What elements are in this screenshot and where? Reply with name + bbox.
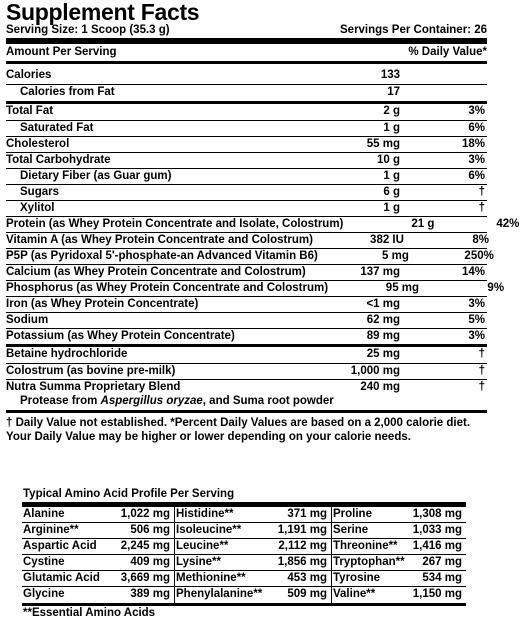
amino-value: 2,112 mg [278,540,327,552]
divider [6,61,487,64]
amino-table [22,507,466,603]
nutrient-daily-value: 5% [468,314,485,326]
amino-title: Typical Amino Acid Profile Per Serving [23,488,235,500]
amino-name: Proline [333,508,372,520]
nutrient-daily-value: 6% [468,170,485,182]
calories-group [6,68,487,100]
nutrient-daily-value: 250% [464,250,494,262]
panel-title: Supplement Facts [6,0,200,25]
amino-name: Valine** [333,588,376,600]
daily-value-label: % Daily Value* [408,46,487,58]
amino-name: Isoleucine** [176,524,242,536]
amino-row [332,587,466,603]
nutrient-amount: <1 mg [366,298,400,310]
amino-column [332,507,466,603]
nutrient-name: Sugars [20,186,59,198]
amino-value: 389 mg [130,588,170,600]
nutrient-name: Potassium (as Whey Protein Concentrate) [6,330,235,342]
nutrient-row [6,200,487,216]
amino-row [332,539,466,555]
nutrient-row [6,264,487,280]
nutrient-row [6,84,487,100]
servings-per-container: Servings Per Container: 26 [340,24,487,36]
nutrient-daily-value: 3% [468,154,485,166]
amino-name: Serine [333,524,369,536]
nutrient-name: Protein (as Whey Protein Concentrate and Isolate, Colostrum) [6,218,344,230]
footnotes [6,416,487,444]
nutrients-group [6,104,520,344]
amino-name: Leucine** [176,540,229,552]
nutrient-daily-value: 8% [472,234,489,246]
amino-value: 3,669 mg [120,572,170,584]
amino-value: 1,150 mg [412,588,462,600]
nutrient-row [6,120,487,136]
nutrient-name: Total Fat [6,105,54,117]
nutrient-name: Total Carbohydrate [6,154,111,166]
amino-row [22,555,174,571]
nutrient-row [6,363,487,379]
amino-name: Methionine** [176,572,246,584]
nutrient-row [6,248,494,264]
amino-row [332,507,466,523]
nutrient-name: Saturated Fat [20,122,94,134]
nutrient-amount: 5 mg [382,250,409,262]
nutrient-name: Calcium (as Whey Protein Concentrate and Colostrum) [6,266,306,278]
nutrient-row [6,104,487,120]
amino-name: Lysine** [176,556,221,568]
amino-row [175,507,331,523]
serving-info [6,24,487,37]
amino-name: Phenylalanine** [176,588,263,600]
amino-value: 1,308 mg [412,508,462,520]
nutrient-row [6,216,520,232]
nutrient-amount: 1 g [383,122,400,134]
nutrient-name: P5P (as Pyridoxal 5'-phosphate-an Advanced Vitamin B6) [6,250,318,262]
amino-name: Tryptophan** [333,556,405,568]
nutrient-amount: 21 g [411,218,435,230]
nutrient-daily-value: † [478,348,485,360]
nutrient-amount: 25 mg [366,348,400,360]
blend-organism: Aspergillus oryzae [100,395,203,407]
divider [6,410,487,413]
footnote-2: Your Daily Value may be higher or lower depending on your calorie needs. [6,431,411,443]
nutrient-daily-value: 9% [487,282,505,294]
nutrient-amount: 1 g [383,202,400,214]
nutrient-name: Dietary Fiber (as Guar gum) [20,170,172,182]
amino-row [175,587,331,603]
amino-value: 1,191 mg [277,524,327,536]
amino-row [175,571,331,587]
nutrient-daily-value: 6% [468,122,485,134]
amino-row [332,523,466,539]
amino-value: 409 mg [130,556,170,568]
nutrient-row [6,232,487,248]
nutrient-row [6,328,487,344]
nutrient-row [6,347,487,363]
amino-column [22,507,175,603]
nutrient-row [6,296,487,312]
nutrient-amount: 137 mg [360,266,400,278]
amino-name: Cystine [23,556,65,568]
nutrient-amount: 17 [387,86,400,98]
nutrient-name: Phosphorus (as Whey Protein Concentrate and Colostrum) [6,282,329,294]
amino-name: Histidine** [176,508,234,520]
nutrient-amount: 133 [380,69,400,81]
nutrient-amount: 1,000 mg [350,365,400,377]
amino-column [175,507,332,603]
nutrient-row [6,280,505,296]
blend-prefix: Protease from [20,395,101,407]
nutrient-daily-value: 14% [461,266,485,278]
amino-value: 371 mg [287,508,327,520]
amino-name: Arginine** [23,524,79,536]
nutrient-name: Colostrum (as bovine pre-milk) [6,365,176,377]
amino-name: Alanine [23,508,65,520]
nutrient-row [6,136,487,152]
nutrient-daily-value: 3% [468,330,485,342]
nutrient-daily-value: 42% [496,218,520,230]
amino-name: Tyrosine [333,572,381,584]
nutrient-amount: 6 g [383,186,400,198]
nutrient-daily-value: 3% [468,105,485,117]
nutrient-amount: 1 g [383,170,400,182]
supplement-facts-panel [6,0,520,444]
amino-value: 1,856 mg [277,556,327,568]
nutrient-row [6,184,487,200]
nutrient-name: Vitamin A (as Whey Protein Concentrate and Colostrum) [6,234,313,246]
amino-row [332,555,466,571]
amino-row [175,523,331,539]
nutrient-name: Xylitol [20,202,55,214]
nutrient-name: Sodium [6,314,49,326]
amino-row [175,539,331,555]
amino-name: Glycine [23,588,65,600]
nutrient-name: Nutra Summa Proprietary Blend [6,381,181,393]
nutrient-daily-value [404,68,487,84]
nutrient-amount: 10 g [376,154,400,166]
nutrient-daily-value: 3% [468,298,485,310]
nutrient-daily-value: † [478,202,485,214]
nutrient-amount: 55 mg [366,138,400,150]
nutrient-daily-value: † [478,381,485,393]
amino-value: 506 mg [130,524,170,536]
amino-value: 1,416 mg [412,540,462,552]
nutrient-daily-value: † [478,365,485,377]
amino-name: Threonine** [333,540,398,552]
amino-row [175,555,331,571]
amino-value: 267 mg [422,556,462,568]
nutrient-name: Calories [6,69,52,81]
column-header [6,44,487,61]
nutrient-row [6,168,487,184]
amino-name: Glutamic Acid [23,572,100,584]
nutrient-daily-value: 18% [461,138,485,150]
amino-row [332,571,466,587]
nutrient-amount: 89 mg [366,330,400,342]
amino-name: Aspartic Acid [23,540,97,552]
amino-value: 2,245 mg [120,540,170,552]
amino-row [22,539,174,555]
nutrient-daily-value [404,85,487,100]
amino-footnote: **Essential Amino Acids [23,607,156,619]
amino-value: 1,022 mg [120,508,170,520]
amino-value: 509 mg [287,588,327,600]
nutrient-amount: 382 IU [370,234,404,246]
amount-per-serving-label: Amount Per Serving [6,46,117,58]
nutrient-row [6,68,487,84]
blend-suffix: , and Suma root powder [202,395,334,407]
amino-row [22,507,174,523]
nutrient-name: Calories from Fat [20,86,115,98]
amino-row [22,571,174,587]
nutrient-amount: 62 mg [366,314,400,326]
nutrient-amount: 95 mg [385,282,420,294]
nutrient-amount: 240 mg [360,381,400,393]
amino-value: 534 mg [422,572,462,584]
nutrient-name: Betaine hydrochloride [6,348,128,360]
amino-row [22,523,174,539]
nutrient-daily-value: † [478,186,485,198]
nutrient-name: Iron (as Whey Protein Concentrate) [6,298,199,310]
nutrient-row [6,152,487,168]
amino-value: 1,033 mg [412,524,462,536]
serving-size: Serving Size: 1 Scoop (35.3 g) [6,24,170,36]
amino-row [22,587,174,603]
nutrient-row [6,312,487,328]
nutrient-amount: 2 g [383,105,400,117]
nutrient-name: Cholesterol [6,138,70,150]
amino-acid-profile [22,487,466,620]
amino-value: 453 mg [287,572,327,584]
footnote-1: † Daily Value not established. *Percent Daily Values are based on a 2,000 calorie diet. [6,417,471,429]
